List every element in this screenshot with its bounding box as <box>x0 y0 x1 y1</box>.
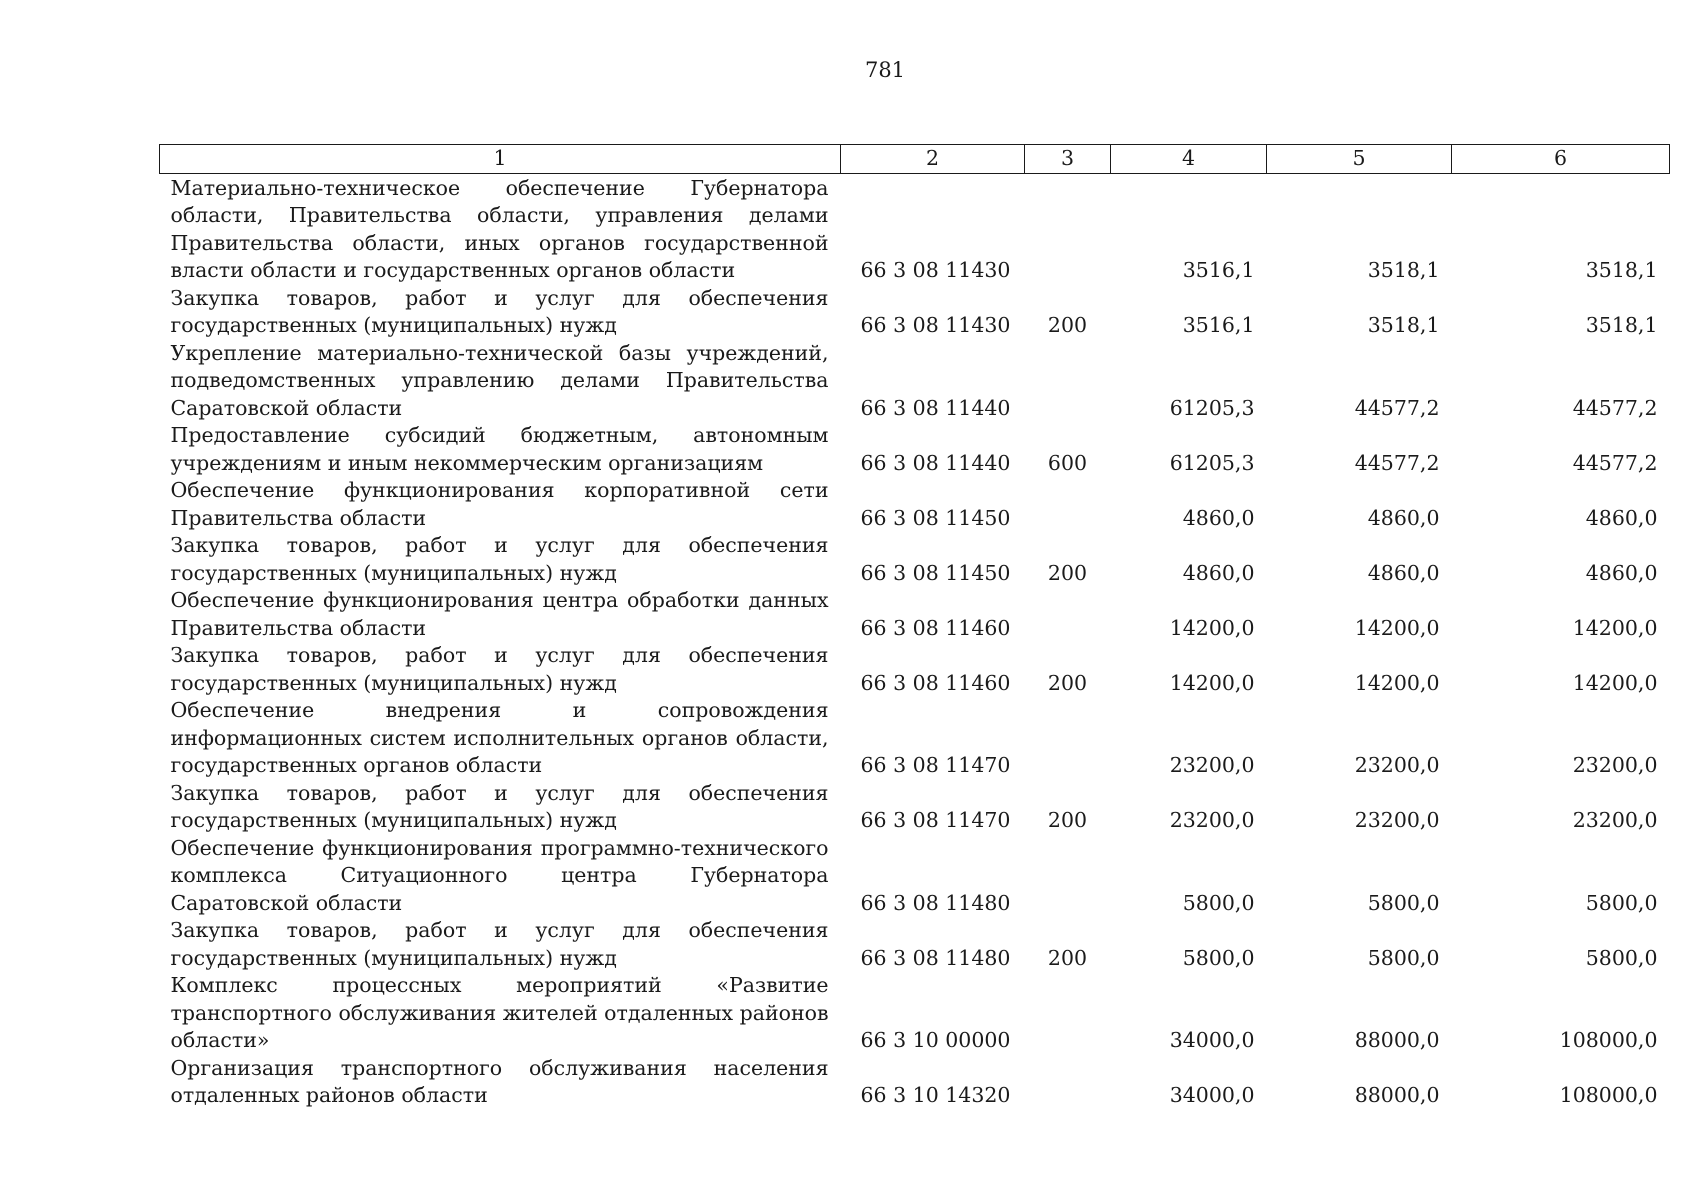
value-col-4: 34000,0 <box>1169 1083 1255 1107</box>
column-header: 4 <box>1111 145 1267 174</box>
value-col-4: 3516,1 <box>1182 258 1255 282</box>
value-col-5: 44577,2 <box>1354 395 1440 420</box>
value-col-5: 3518,1 <box>1367 313 1440 337</box>
budget-code: 66 3 08 11460 <box>860 615 1011 640</box>
budget-code: 66 3 10 00000 <box>860 1028 1011 1052</box>
value-col-4: 61205,3 <box>1169 395 1255 420</box>
expense-type <box>1025 587 1111 642</box>
item-name: Предоставление субсидий бюджетным, автономным учреждениям и иным некоммерческим организациям <box>170 423 829 475</box>
value-col-5: 4860,0 <box>1367 560 1440 585</box>
expense-type <box>1025 835 1111 918</box>
table-row <box>160 1055 1670 1110</box>
budget-table <box>159 144 1670 1110</box>
item-name: Закупка товаров, работ и услуг для обеспечения государственных (муниципальных) нужд <box>170 533 829 585</box>
column-header: 1 <box>160 145 841 174</box>
table-row <box>160 780 1670 835</box>
expense-type <box>1025 1055 1111 1110</box>
value-col-6: 3518,1 <box>1585 313 1658 337</box>
table-row <box>160 835 1670 918</box>
value-col-5: 5800,0 <box>1367 945 1440 970</box>
table-row <box>160 587 1670 642</box>
value-col-4: 4860,0 <box>1182 505 1255 530</box>
value-col-6: 23200,0 <box>1572 753 1658 777</box>
value-col-5: 88000,0 <box>1354 1028 1440 1052</box>
budget-code: 66 3 08 11440 <box>860 395 1011 420</box>
expense-type <box>1025 697 1111 780</box>
column-header: 5 <box>1267 145 1452 174</box>
value-col-6: 4860,0 <box>1585 505 1658 530</box>
value-col-4: 34000,0 <box>1169 1028 1255 1052</box>
table-row <box>160 972 1670 1055</box>
item-name: Закупка товаров, работ и услуг для обеспечения государственных (муниципальных) нужд <box>170 285 829 337</box>
item-name: Обеспечение функционирования программно-технического комплекса Ситуационного центра Губернатора Саратовской области <box>170 835 829 915</box>
expense-type: 200 <box>1047 670 1088 695</box>
budget-code: 66 3 08 11470 <box>860 753 1011 777</box>
value-col-6: 4860,0 <box>1585 560 1658 585</box>
budget-code: 66 3 08 11430 <box>860 313 1011 337</box>
table-row <box>160 697 1670 780</box>
expense-type: 200 <box>1047 945 1088 970</box>
item-name: Обеспечение внедрения и сопровождения информационных систем исполнительных органов области, государственных органов области <box>170 698 829 777</box>
budget-code: 66 3 08 11470 <box>860 808 1011 832</box>
expense-type: 200 <box>1047 808 1088 832</box>
budget-code: 66 3 08 11450 <box>860 505 1011 530</box>
value-col-4: 23200,0 <box>1169 753 1255 777</box>
value-col-6: 23200,0 <box>1572 808 1658 832</box>
value-col-6: 44577,2 <box>1572 395 1658 420</box>
value-col-6: 5800,0 <box>1585 890 1658 915</box>
value-col-5: 23200,0 <box>1354 753 1440 777</box>
value-col-5: 88000,0 <box>1354 1083 1440 1107</box>
expense-type <box>1025 173 1111 285</box>
table-row <box>160 340 1670 423</box>
budget-code: 66 3 08 11480 <box>860 890 1011 915</box>
expense-type: 200 <box>1047 313 1088 337</box>
table-row <box>160 642 1670 697</box>
value-col-4: 5800,0 <box>1182 890 1255 915</box>
item-name: Закупка товаров, работ и услуг для обеспечения государственных (муниципальных) нужд <box>170 643 829 695</box>
item-name: Комплекс процессных мероприятий «Развитие транспортного обслуживания жителей отдаленных районов области» <box>170 973 829 1052</box>
value-col-6: 44577,2 <box>1572 450 1658 475</box>
value-col-4: 14200,0 <box>1169 615 1255 640</box>
value-col-4: 3516,1 <box>1182 313 1255 337</box>
expense-type <box>1025 340 1111 423</box>
budget-code: 66 3 10 14320 <box>860 1083 1011 1107</box>
item-name: Обеспечение функционирования корпоративной сети Правительства области <box>170 478 829 530</box>
item-name: Укрепление материально-технической базы учреждений, подведомственных управлению делами Правительства Саратовской области <box>170 340 829 420</box>
column-header: 6 <box>1452 145 1670 174</box>
value-col-5: 23200,0 <box>1354 808 1440 832</box>
value-col-6: 108000,0 <box>1559 1028 1658 1052</box>
item-name: Материально-техническое обеспечение Губернатора области, Правительства области, управления делами Правительства области, иных органов государственной власти области и государственных органов области <box>170 175 829 282</box>
expense-type <box>1025 477 1111 532</box>
table-row <box>160 285 1670 340</box>
expense-type <box>1025 972 1111 1055</box>
value-col-6: 3518,1 <box>1585 258 1658 282</box>
value-col-5: 4860,0 <box>1367 505 1440 530</box>
value-col-6: 108000,0 <box>1559 1083 1658 1107</box>
value-col-4: 14200,0 <box>1169 670 1255 695</box>
value-col-6: 14200,0 <box>1572 615 1658 640</box>
header-row <box>160 145 1670 174</box>
table-row <box>160 173 1670 285</box>
value-col-6: 14200,0 <box>1572 670 1658 695</box>
value-col-4: 5800,0 <box>1182 945 1255 970</box>
table-row <box>160 532 1670 587</box>
item-name: Закупка товаров, работ и услуг для обеспечения государственных (муниципальных) нужд <box>170 780 829 832</box>
column-header: 2 <box>841 145 1025 174</box>
table-row <box>160 917 1670 972</box>
budget-code: 66 3 08 11440 <box>860 450 1011 475</box>
value-col-4: 4860,0 <box>1182 560 1255 585</box>
item-name: Организация транспортного обслуживания населения отдаленных районов области <box>170 1055 829 1107</box>
value-col-4: 61205,3 <box>1169 450 1255 475</box>
item-name: Закупка товаров, работ и услуг для обеспечения государственных (муниципальных) нужд <box>170 918 829 970</box>
budget-code: 66 3 08 11480 <box>860 945 1011 970</box>
budget-code: 66 3 08 11450 <box>860 560 1011 585</box>
value-col-4: 23200,0 <box>1169 808 1255 832</box>
value-col-5: 3518,1 <box>1367 258 1440 282</box>
value-col-6: 5800,0 <box>1585 945 1658 970</box>
column-header: 3 <box>1025 145 1111 174</box>
value-col-5: 14200,0 <box>1354 670 1440 695</box>
value-col-5: 14200,0 <box>1354 615 1440 640</box>
budget-code: 66 3 08 11460 <box>860 670 1011 695</box>
value-col-5: 5800,0 <box>1367 890 1440 915</box>
value-col-5: 44577,2 <box>1354 450 1440 475</box>
table-row <box>160 477 1670 532</box>
table-row <box>160 422 1670 477</box>
expense-type: 600 <box>1047 450 1088 475</box>
page-number: 781 <box>864 58 906 82</box>
budget-code: 66 3 08 11430 <box>860 258 1011 282</box>
expense-type: 200 <box>1047 560 1088 585</box>
item-name: Обеспечение функционирования центра обработки данных Правительства области <box>170 588 829 640</box>
